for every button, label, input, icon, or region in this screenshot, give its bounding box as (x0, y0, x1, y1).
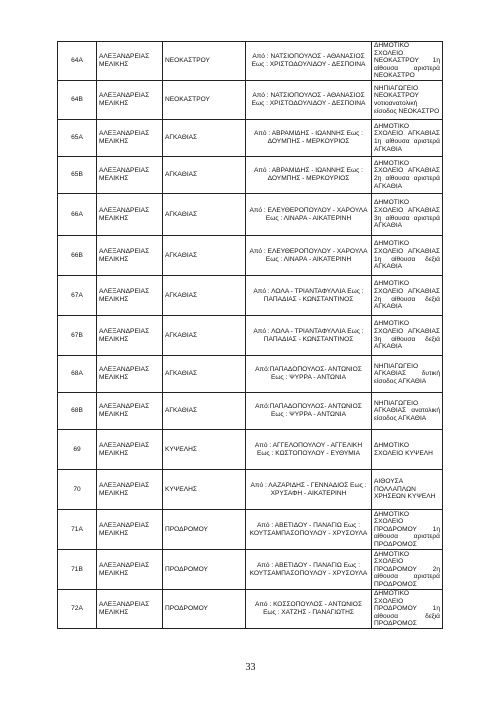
voter-range-cell: Από : ΝΑΤΣΙΟΠΟΥΛΟΣ - ΑΘΑΝΑΣΙΟΣ Εως : ΧΡΙΣΤΟΔΟΥΛΙΔΟΥ - ΔΕΣΠΟΙΝΑ (246, 42, 372, 81)
station-number-cell: 68Α (58, 356, 97, 393)
table-row (58, 550, 443, 590)
voter-range-cell: Από : ΛΟΛΑ - ΤΡΙΑΝΤΑΦΥΛΛΙΑ Εως : ΠΑΠΑΔΙΑΣ - ΚΩΝΣΤΑΝΤΙΝΟΣ (246, 316, 372, 356)
station-number-cell: 67Α (58, 276, 97, 316)
station-number-cell: 64Β (58, 81, 97, 120)
voter-range-cell: Από : ΑΓΓΕΛΟΠΟΥΛΟΥ - ΑΓΓΕΛΙΚΗ Εως : ΚΩΣΤΟΠΟΥΛΟΥ - ΕΥΘΥΜΙΑ (246, 430, 372, 470)
table-row (58, 236, 443, 276)
voter-range-cell: Από : ΑΒΡΑΜΙΔΗΣ - ΙΩΑΝΝΗΣ Εως : ΔΟΥΜΠΗΣ - ΜΕΡΚΟΥΡΙΟΣ (246, 157, 372, 194)
station-number-cell: 69 (58, 430, 97, 470)
voter-range-cell: Από : ΚΟΣΣΟΠΟΥΛΟΣ - ΑΝΤΩΝΙΟΣ Εως : ΧΑΤΖΗΣ - ΠΑΝΑΓΙΩΤΗΣ (246, 590, 372, 629)
region-cell: ΑΛΕΞΑΝΔΡΕΙΑΣ ΜΕΛΙΚΗΣ (97, 120, 163, 157)
station-number-cell: 71Α (58, 510, 97, 550)
station-number-cell: 71Β (58, 550, 97, 590)
station-number-cell: 66Α (58, 194, 97, 236)
community-cell: ΑΓΚΑΘΙΑΣ (163, 276, 246, 316)
table-row (58, 316, 443, 356)
voter-range-cell: Από:ΠΑΠΑΔΟΠΟΥΛΟΣ- ΑΝΤΩΝΙΟΣ Εως : ΨΥΡΡΑ - ΑΝΤΩΝΙΑ (246, 356, 372, 393)
community-cell: ΑΓΚΑΘΙΑΣ (163, 157, 246, 194)
community-cell: ΑΓΚΑΘΙΑΣ (163, 316, 246, 356)
location-cell: ΔΗΜΟΤΙΚΟ ΣΧΟΛΕΙΟ ΑΓΚΑΘΙΑΣ 3η αίθουσα αριστερά ΑΓΚΑΘΙΑ (372, 194, 443, 236)
location-cell: ΔΗΜΟΤΙΚΟ ΣΧΟΛΕΙΟ ΝΕΟΚΑΣΤΡΟΥ 1η αίθουσα αριστερά ΝΕΟΚΑΣΤΡΟ (372, 42, 443, 81)
voter-range-cell: Από : ΑΒΡΑΜΙΔΗΣ - ΙΩΑΝΝΗΣ Εως : ΔΟΥΜΠΗΣ - ΜΕΡΚΟΥΡΙΟΣ (246, 120, 372, 157)
location-cell: ΑΙΘΟΥΣΑ ΠΟΛΛΑΠΛΩΝ ΧΡΗΣΕΩΝ ΚΥΨΕΛΗ (372, 470, 443, 510)
table-row (58, 42, 443, 81)
table-row (58, 356, 443, 393)
community-cell: ΑΓΚΑΘΙΑΣ (163, 120, 246, 157)
region-cell: ΑΛΕΞΑΝΔΡΕΙΑΣ ΜΕΛΙΚΗΣ (97, 42, 163, 81)
region-cell: ΑΛΕΞΑΝΔΡΕΙΑΣ ΜΕΛΙΚΗΣ (97, 316, 163, 356)
region-cell: ΑΛΕΞΑΝΔΡΕΙΑΣ ΜΕΛΙΚΗΣ (97, 236, 163, 276)
location-cell: ΔΗΜΟΤΙΚΟ ΣΧΟΛΕΙΟ ΚΥΨΕΛΗ (372, 430, 443, 470)
station-number-cell: 64Α (58, 42, 97, 81)
region-cell: ΑΛΕΞΑΝΔΡΕΙΑΣ ΜΕΛΙΚΗΣ (97, 276, 163, 316)
community-cell: ΠΡΟΔΡΟΜΟΥ (163, 550, 246, 590)
table-row (58, 157, 443, 194)
table-row (58, 430, 443, 470)
location-cell: ΔΗΜΟΤΙΚΟ ΣΧΟΛΕΙΟ ΑΓΚΑΘΙΑΣ 1η αίθουσα δεξιά ΑΓΚΑΘΙΑ (372, 236, 443, 276)
page-number: 33 (245, 662, 256, 673)
community-cell: ΠΡΟΔΡΟΜΟΥ (163, 590, 246, 629)
polling-stations-table (57, 41, 443, 629)
station-number-cell: 72Α (58, 590, 97, 629)
location-cell: ΝΗΠΙΑΓΩΓΕΙΟ ΑΓΚΑΘΙΑΣ δυτική είσοδος ΑΓΚΑΘΙΑ (372, 356, 443, 393)
voter-range-cell: Από : ΝΑΤΣΙΟΠΟΥΛΟΣ - ΑΘΑΝΑΣΙΟΣ Εως : ΧΡΙΣΤΟΔΟΥΛΙΔΟΥ - ΔΕΣΠΟΙΝΑ (246, 81, 372, 120)
region-cell: ΑΛΕΞΑΝΔΡΕΙΑΣ ΜΕΛΙΚΗΣ (97, 510, 163, 550)
community-cell: ΑΓΚΑΘΙΑΣ (163, 236, 246, 276)
community-cell: ΠΡΟΔΡΟΜΟΥ (163, 510, 246, 550)
region-cell: ΑΛΕΞΑΝΔΡΕΙΑΣ ΜΕΛΙΚΗΣ (97, 590, 163, 629)
table-row (58, 590, 443, 629)
region-cell: ΑΛΕΞΑΝΔΡΕΙΑΣ ΜΕΛΙΚΗΣ (97, 356, 163, 393)
location-cell: ΔΗΜΟΤΙΚΟ ΣΧΟΛΕΙΟ ΑΓΚΑΘΙΑΣ 1η αίθουσα αριστερά ΑΓΚΑΘΙΑ (372, 120, 443, 157)
station-number-cell: 65Α (58, 120, 97, 157)
voter-range-cell: Από:ΠΑΠΑΔΟΠΟΥΛΟΣ- ΑΝΤΩΝΙΟΣ Εως : ΨΥΡΡΑ - ΑΝΤΩΝΙΑ (246, 393, 372, 430)
location-cell: ΔΗΜΟΤΙΚΟ ΣΧΟΛΕΙΟ ΑΓΚΑΘΙΑΣ 3η αίθουσα δεξιά ΑΓΚΑΘΙΑ (372, 316, 443, 356)
table-row (58, 276, 443, 316)
station-number-cell: 70 (58, 470, 97, 510)
table-row (58, 393, 443, 430)
table-row (58, 470, 443, 510)
location-cell: ΔΗΜΟΤΙΚΟ ΣΧΟΛΕΙΟ ΠΡΟΔΡΟΜΟΥ 2η αίθουσα αριστερά ΠΡΟΔΡΟΜΟΣ (372, 550, 443, 590)
location-cell: ΔΗΜΟΤΙΚΟ ΣΧΟΛΕΙΟ ΑΓΚΑΘΙΑΣ 2η αίθουσα αριστερά ΑΓΚΑΘΙΑ (372, 157, 443, 194)
location-cell: ΝΗΠΙΑΓΩΓΕΙΟ ΝΕΟΚΑΣΤΡΟΥ νοτιοανατολική είσοδος ΝΕΟΚΑΣΤΡΟ (372, 81, 443, 120)
community-cell: ΝΕΟΚΑΣΤΡΟΥ (163, 42, 246, 81)
voter-range-cell: Από : ΛΑΖΑΡΙΔΗΣ - ΓΕΝΝΑΔΙΟΣ Εως : ΧΡΥΣΑΦΗ - ΑΙΚΑΤΕΡΙΝΗ (246, 470, 372, 510)
location-cell: ΝΗΠΙΑΓΩΓΕΙΟ ΑΓΚΑΘΙΑΣ ανατολική είσοδος ΑΓΚΑΘΙΑ (372, 393, 443, 430)
community-cell: ΚΥΨΕΛΗΣ (163, 470, 246, 510)
region-cell: ΑΛΕΞΑΝΔΡΕΙΑΣ ΜΕΛΙΚΗΣ (97, 157, 163, 194)
region-cell: ΑΛΕΞΑΝΔΡΕΙΑΣ ΜΕΛΙΚΗΣ (97, 550, 163, 590)
location-cell: ΔΗΜΟΤΙΚΟ ΣΧΟΛΕΙΟ ΑΓΚΑΘΙΑΣ 2η αίθουσα δεξιά ΑΓΚΑΘΙΑ (372, 276, 443, 316)
location-cell: ΔΗΜΟΤΙΚΟ ΣΧΟΛΕΙΟ ΠΡΟΔΡΟΜΟΥ 1η αίθουσα αριστερά ΠΡΟΔΡΟΜΟΣ (372, 510, 443, 550)
table-row (58, 120, 443, 157)
voter-range-cell: Από : ΕΛΕΥΘΕΡΟΠΟΥΛΟΥ - ΧΑΡΟΥΛΑ Εως : ΛΙΝΑΡΑ - ΑΙΚΑΤΕΡΙΝΗ (246, 194, 372, 236)
region-cell: ΑΛΕΞΑΝΔΡΕΙΑΣ ΜΕΛΙΚΗΣ (97, 430, 163, 470)
community-cell: ΑΓΚΑΘΙΑΣ (163, 393, 246, 430)
region-cell: ΑΛΕΞΑΝΔΡΕΙΑΣ ΜΕΛΙΚΗΣ (97, 81, 163, 120)
station-number-cell: 65Β (58, 157, 97, 194)
community-cell: ΝΕΟΚΑΣΤΡΟΥ (163, 81, 246, 120)
table-row (58, 81, 443, 120)
table-row (58, 194, 443, 236)
region-cell: ΑΛΕΞΑΝΔΡΕΙΑΣ ΜΕΛΙΚΗΣ (97, 194, 163, 236)
community-cell: ΑΓΚΑΘΙΑΣ (163, 356, 246, 393)
region-cell: ΑΛΕΞΑΝΔΡΕΙΑΣ ΜΕΛΙΚΗΣ (97, 470, 163, 510)
table-row (58, 510, 443, 550)
community-cell: ΑΓΚΑΘΙΑΣ (163, 194, 246, 236)
voter-range-cell: Από : ΑΒΕΤΙΔΟΥ - ΠΑΝΑΓΙΩ Εως : ΚΟΥΤΣΑΜΠΑΣΟΠΟΥΛΟΥ - ΧΡΥΣΟΥΛΑ (246, 510, 372, 550)
voter-range-cell: Από : ΕΛΕΥΘΕΡΟΠΟΥΛΟΥ - ΧΑΡΟΥΛΑ Εως : ΛΙΝΑΡΑ - ΑΙΚΑΤΕΡΙΝΗ (246, 236, 372, 276)
voter-range-cell: Από : ΑΒΕΤΙΔΟΥ - ΠΑΝΑΓΙΩ Εως : ΚΟΥΤΣΑΜΠΑΣΟΠΟΥΛΟΥ - ΧΡΥΣΟΥΛΑ (246, 550, 372, 590)
voter-range-cell: Από : ΛΟΛΑ - ΤΡΙΑΝΤΑΦΥΛΛΙΑ Εως : ΠΑΠΑΔΙΑΣ - ΚΩΝΣΤΑΝΤΙΝΟΣ (246, 276, 372, 316)
station-number-cell: 68Β (58, 393, 97, 430)
community-cell: ΚΥΨΕΛΗΣ (163, 430, 246, 470)
station-number-cell: 67Β (58, 316, 97, 356)
table-body (58, 42, 443, 629)
station-number-cell: 66Β (58, 236, 97, 276)
location-cell: ΔΗΜΟΤΙΚΟ ΣΧΟΛΕΙΟ ΠΡΟΔΡΟΜΟΥ 1η αίθουσα δεξιά ΠΡΟΔΡΟΜΟΣ (372, 590, 443, 629)
region-cell: ΑΛΕΞΑΝΔΡΕΙΑΣ ΜΕΛΙΚΗΣ (97, 393, 163, 430)
